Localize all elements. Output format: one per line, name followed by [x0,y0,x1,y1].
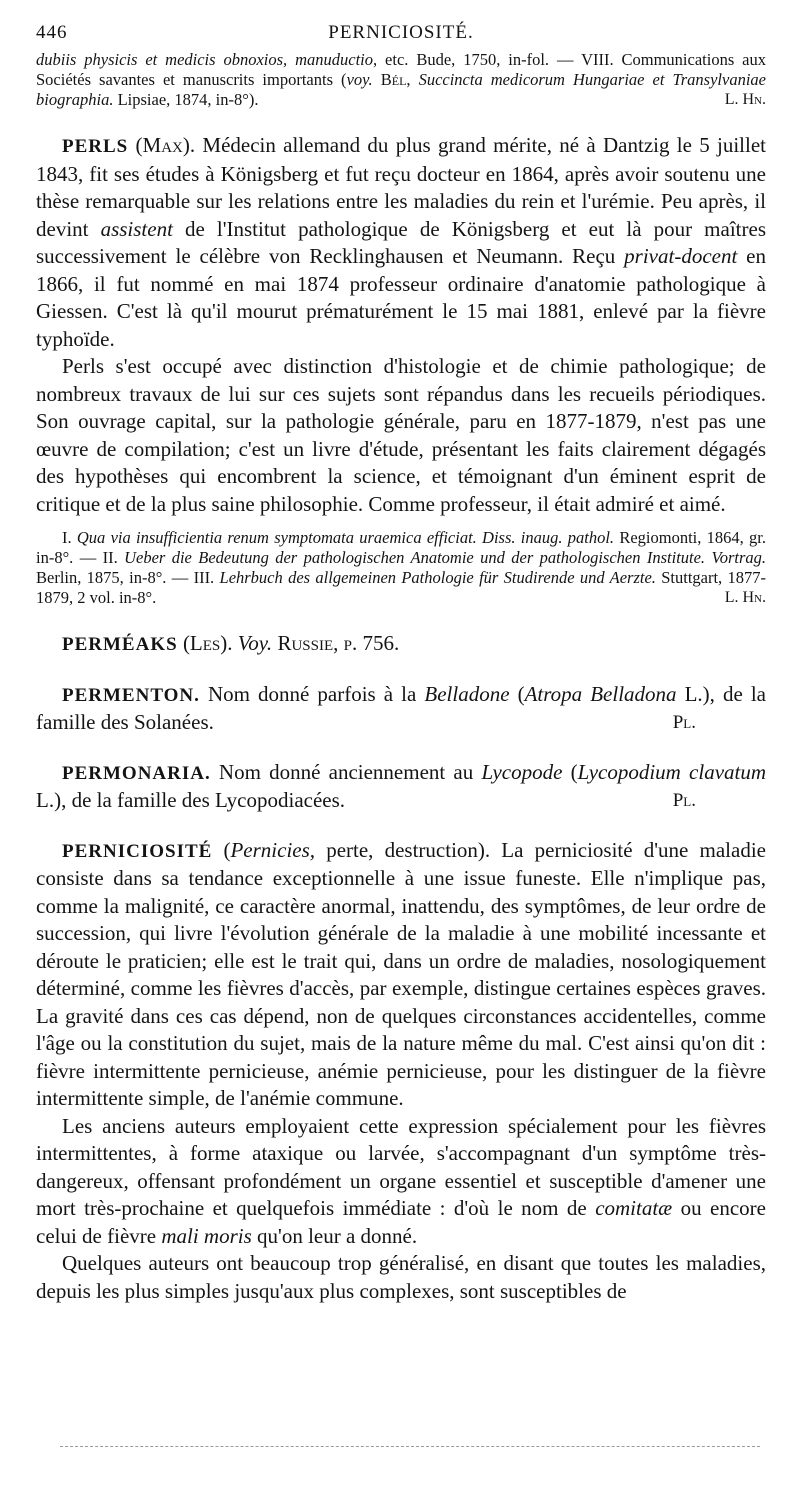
fragment-italic-1: dubiis physicis et medicis obnoxios, manuductio [36,50,374,69]
entry-permonaria: PERMONARIA. Nom donné anciennement au Lycopode (Lycopodium clavatum L.), de la famille des Lycopodiacées. Pl. [36,759,766,815]
perls-paragraph-1: PERLS (Max). Médecin allemand du plus grand mérite, né à Dantzig le 5 juillet 1843, fit ses études à Königsberg et fut reçu docteur en 1864, après avoir soutenu une thèse remarquable sur les relations entre les maladies du rein et l'urémie. Peu après, il devint assistent de l'Institut pathologique de Königsberg et eut là pour maîtres successivement le célèbre von Recklinghausen et Neumann. Reçu privat-docent en 1866, il fut nommé en mai 1874 professeur ordinaire d'anatomie pathologique à Giessen. C'est là qu'il mourut prématurément le 15 mai 1881, enlevé par la fièvre typhoïde. [36,133,767,351]
perniciosite-paragraph-2: Les anciens auteurs employaient cette expression spécialement pour les fièvres intermittentes, à forme ataxique ou larvée, s'accompagnant d'un symptôme très-dangereux, offensant profondément un organe essentiel et susceptible d'amener une mort très-prochaine et quelquefois immédiate : d'où le nom de comitatæ ou encore celui de fièvre mali moris qu'on leur a donné. [36,1113,766,1248]
entry-perniciosite [36,837,766,1306]
entry-heading-perniciosite: PERNICIOSITÉ [62,840,213,862]
running-title: PERNICIOSITÉ. [328,22,474,43]
perls-bibliography: I. Qua via insufficientia renum symptomata uraemica efficiat. Diss. inaug. pathol. Regiomonti, 1864, gr. in-8°. — II. Ueber die Bedeutung der pathologischen Anatomie und der pathologischen Institute. Vortrag. Berlin, 1875, in-8°. — III. Lehrbuch des allgemeinen Pathologie für Studirende und Aerzte. Stuttgart, 1877-1879, 2 vol. in-8°. L. Hn. [36,528,766,607]
fragment-text-1: , etc. Bude, 1750, in-fol. — VIII. Communications aux Sociétés savantes et manuscrits importants ( [36,50,766,89]
perls-first-name: (Max). [128,133,203,157]
entry-permeaks: PERMÉAKS (Les). Voy. Russie, p. 756. [62,631,400,655]
perniciosite-paragraph-3: Quelques auteurs ont beaucoup trop généralisé, en disant que toutes les maladies, depuis les plus simples jusqu'aux plus complexes, sont susceptibles de [36,1251,766,1303]
previous-entry-fragment [36,50,766,110]
perls-paragraph-2: Perls s'est occupé avec distinction d'histologie et de chimie pathologique; de nombreux travaux de lui sur ces sujets sont répandus dans les recueils périodiques. Son ouvrage capital, sur la pathologie générale, paru en 1877-1879, n'est pas une œuvre de compilation; c'est un livre d'étude, présentant les faits clairement dégagés des hypothèses qui encombrent la science, et témoignant d'un éminent esprit de critique et de la plus saine philosophie. Comme professeur, il était admiré et aimé. [36,354,766,516]
permonaria-signature: Pl. [672,790,696,811]
fragment-text-2: Lipsiae, 1874, in-8°). [113,90,259,109]
fragment-italic-3: Succincta medicorum Hungariae et Transylvaniae biographia. [36,70,766,109]
page [36,22,766,1305]
fragment-signature: L. Hn. [724,91,766,108]
bottom-dotted-rule [60,1446,760,1447]
fragment-author: Bél, [372,70,419,89]
running-header [36,22,766,50]
entry-heading-permeaks: PERMÉAKS [62,634,178,655]
perls-signature: L. Hn. [724,589,766,606]
page-number: 446 [36,22,68,43]
see-reference: Voy. [237,631,273,655]
perniciosite-paragraph-1: PERNICIOSITÉ (Pernicies, perte, destruction). La perniciosité d'une maladie consiste dans sa tendance exceptionnelle à une issue funeste. Elle n'implique pas, comme la malignité, ce caractère anormal, inattendu, des symptômes, de leur ordre de succession, qui livre l'évolution générale de la maladie à une mobilité incessante et déroute le praticien; elle est le trait qui, dans un ordre de maladies, nosologiquement déterminé, comme les fièvres d'accès, par exemple, distingue certaines espèces graves. La gravité dans ces cas dépend, non de quelques circonstances accidentelles, comme l'âge ou la constitution du sujet, mais de la nature même du mal. C'est ainsi qu'on dit : fièvre intermittente pernicieuse, anémie pernicieuse, pour les distinguer de la fièvre intermittente simple, de l'anémie commune. [36,837,766,1110]
entry-permenton: PERMENTON. Nom donné parfois à la Belladone (Atropa Belladona L.), de la famille des Solanées. Pl. [36,681,766,737]
fragment-italic-2: voy. [346,70,373,89]
entry-perls [36,132,766,608]
entry-heading-permonaria: PERMONARIA. [62,762,211,784]
entry-heading-perls: PERLS [62,136,129,157]
entry-heading-permenton: PERMENTON. [62,684,200,706]
permenton-signature: Pl. [672,712,696,733]
